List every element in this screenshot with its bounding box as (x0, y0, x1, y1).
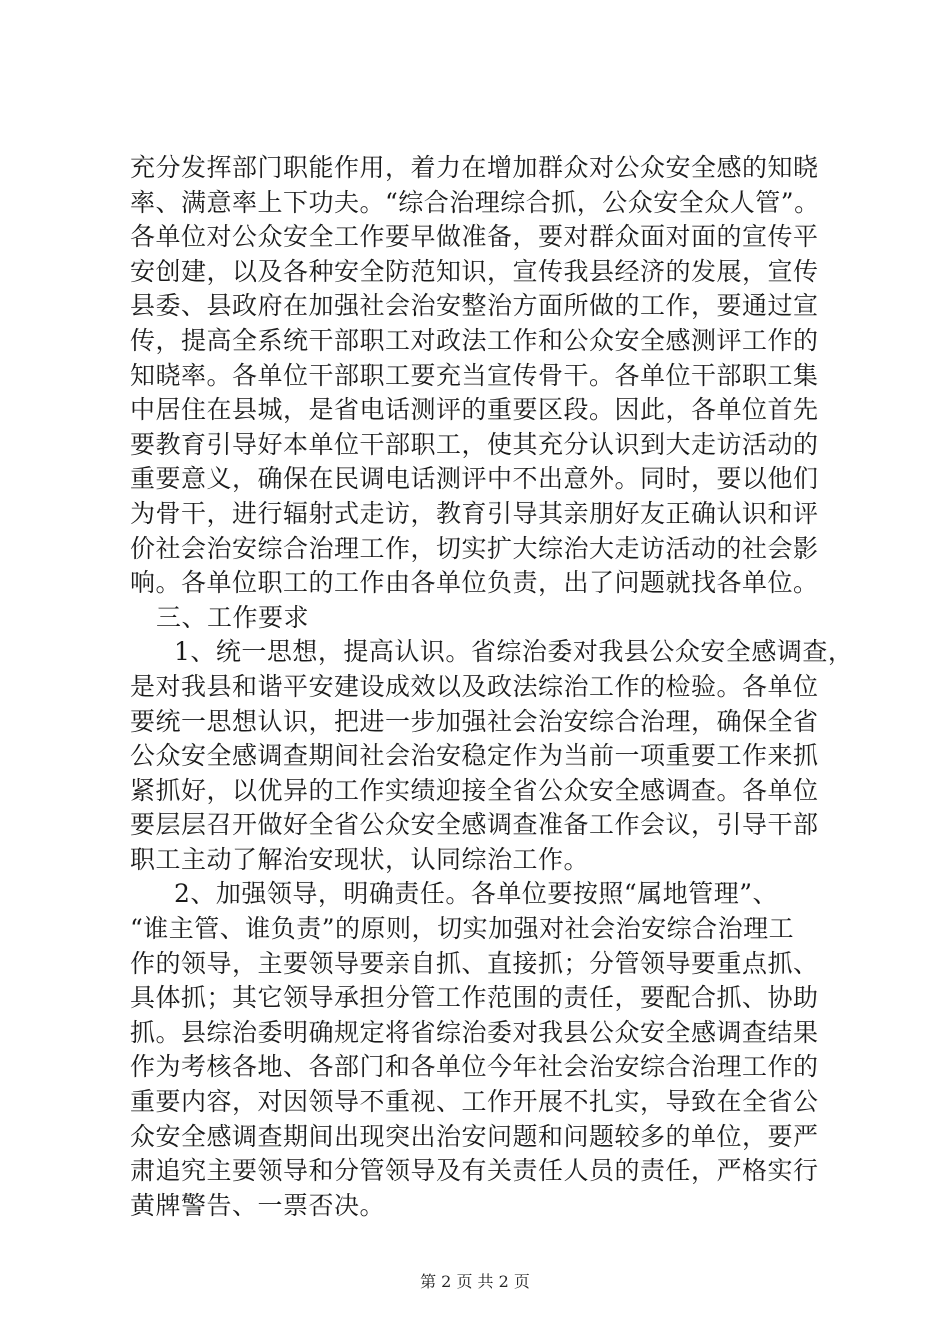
text-line: 重要内容，对因领导不重视、工作开展不扎实，导致在全省公 (130, 1087, 819, 1117)
text-line: 作的领导，主要领导要亲自抓、直接抓；分管领导要重点抓、 (130, 948, 819, 978)
text-line: 充分发挥部门职能作用，着力在增加群众对公众安全感的知晓 (130, 153, 819, 182)
text-line: 要教育引导好本单位干部职工，使其充分认识到大走访活动的 (130, 429, 819, 459)
text-line: 县委、县政府在加强社会治安整治方面所做的工作，要通过宣 (130, 291, 819, 321)
text-line: 作为考核各地、各部门和各单位今年社会治安综合治理工作的 (130, 1052, 819, 1082)
text-line: 中居住在县城，是省电话测评的重要区段。因此，各单位首先 (130, 395, 819, 425)
text-line: 要层层召开做好全省公众安全感调查准备工作会议，引导干部 (130, 810, 819, 840)
text-line: 具体抓；其它领导承担分管工作范围的责任，要配合抓、协助 (130, 983, 819, 1013)
page-footer (0, 1272, 950, 1292)
text-line: 知晓率。各单位干部职工要充当宣传骨干。各单位干部职工集 (130, 360, 819, 390)
text-line: 职工主动了解治安现状，认同综治工作。 (130, 844, 590, 874)
text-line: 要统一思想认识，把进一步加强社会治安综合治理，确保全省 (130, 706, 819, 736)
text-line: 紧抓好，以优异的工作实绩迎接全省公众安全感调查。各单位 (130, 775, 819, 805)
text-line: 肃追究主要领导和分管领导及有关责任人员的责任，严格实行 (130, 1156, 819, 1186)
section-heading: 三、工作要求 (156, 602, 310, 632)
text-line: 重要意义，确保在民调电话测评中不出意外。同时，要以他们 (130, 464, 819, 494)
text-line: “谁主管、谁负责”的原则，切实加强对社会治安综合治理工 (130, 914, 795, 944)
text-line: 响。各单位职工的工作由各单位负责，出了问题就找各单位。 (130, 568, 819, 598)
text-line: 传，提高全系统干部职工对政法工作和公众安全感测评工作的 (130, 325, 819, 355)
text-line: 公众安全感调查期间社会治安稳定作为当前一项重要工作来抓 (130, 741, 819, 771)
page-number: 第 2 页 共 2 页 (420, 1272, 530, 1291)
text-line: 为骨干，进行辐射式走访，教育引导其亲朋好友正确认识和评 (130, 498, 819, 528)
document-body (130, 151, 854, 1223)
paragraph-start: 1、统一思想，提高认识。省综治委对我县公众安全感调查， (174, 637, 854, 667)
text-line: 抓。县综治委明确规定将省综治委对我县公众安全感调查结果 (130, 1017, 819, 1047)
text-line: 是对我县和谐平安建设成效以及政法综治工作的检验。各单位 (130, 671, 819, 701)
paragraph-start: 2、加强领导，明确责任。各单位要按照“属地管理”、 (174, 879, 778, 909)
text-line: 率、满意率上下功夫。“综合治理综合抓，公众安全众人管”。 (130, 187, 820, 217)
text-line: 各单位对公众安全工作要早做准备，要对群众面对面的宣传平 (130, 222, 819, 252)
text-line: 安创建，以及各种安全防范知识，宣传我县经济的发展，宣传 (130, 256, 819, 286)
text-line: 价社会治安综合治理工作，切实扩大综治大走访活动的社会影 (130, 533, 819, 563)
text-line: 众安全感调查期间出现突出治安问题和问题较多的单位，要严 (130, 1121, 819, 1151)
text-line: 黄牌警告、一票否决。 (130, 1190, 386, 1220)
